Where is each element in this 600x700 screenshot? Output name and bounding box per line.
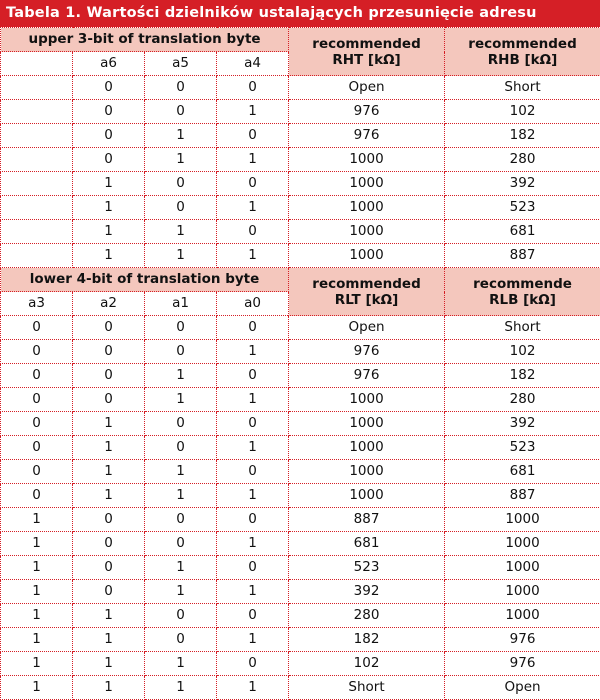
col-header-a0: a0 [217,292,289,316]
empty-cell [1,196,73,220]
table-row [1,676,600,700]
rlb-value-cell: 182 [445,364,600,388]
bit-a6-cell: 0 [73,148,145,172]
rlt-value-cell: Open [289,316,445,340]
col-header-a3: a3 [1,292,73,316]
rlb-value-cell: Short [445,316,600,340]
bit-a5-cell: 1 [145,148,217,172]
rlb-value-cell: 976 [445,652,600,676]
rlb-value-cell: 887 [445,484,600,508]
table-row [1,196,600,220]
bit-a2-cell: 1 [73,652,145,676]
bit-a2-cell: 0 [73,532,145,556]
table-row [1,76,600,100]
col-header-a6: a6 [73,52,145,76]
empty-cell [1,52,73,76]
bit-a1-cell: 1 [145,676,217,700]
bit-a3-cell: 1 [1,508,73,532]
bit-a6-cell: 0 [73,124,145,148]
table-row [1,652,600,676]
bit-a0-cell: 1 [217,436,289,460]
table-row [1,604,600,628]
bit-a3-cell: 0 [1,484,73,508]
table-row [1,484,600,508]
bit-a5-cell: 0 [145,100,217,124]
rht-header-line2: RHT [kΩ] [289,52,444,68]
table-row [1,436,600,460]
rhb-value-cell: 102 [445,100,600,124]
bit-a2-cell: 1 [73,484,145,508]
empty-cell [1,172,73,196]
table-row [1,244,600,268]
rhb-header-line2: RHB [kΩ] [445,52,600,68]
rlt-header-line2: RLT [kΩ] [289,292,444,308]
rht-value-cell: 1000 [289,220,445,244]
table-row [1,172,600,196]
rlt-value-cell: 976 [289,340,445,364]
rhb-value-cell: 392 [445,172,600,196]
table-row [1,412,600,436]
bit-a5-cell: 0 [145,196,217,220]
bit-a3-cell: 0 [1,364,73,388]
bit-a1-cell: 0 [145,412,217,436]
bit-a1-cell: 0 [145,628,217,652]
bit-a4-cell: 0 [217,124,289,148]
rlt-value-cell: 681 [289,532,445,556]
bit-a1-cell: 0 [145,316,217,340]
bit-a0-cell: 1 [217,628,289,652]
empty-cell [1,76,73,100]
bit-a1-cell: 0 [145,340,217,364]
bit-a2-cell: 1 [73,676,145,700]
rlt-value-cell: 523 [289,556,445,580]
table-row [1,532,600,556]
bit-a0-cell: 1 [217,532,289,556]
rlt-value-cell: 1000 [289,460,445,484]
rht-value-cell: 976 [289,100,445,124]
table-row [1,556,600,580]
bit-a2-cell: 0 [73,388,145,412]
bit-a1-cell: 1 [145,388,217,412]
table-row [1,628,600,652]
col-header-a2: a2 [73,292,145,316]
bit-a6-cell: 1 [73,244,145,268]
bit-a3-cell: 0 [1,340,73,364]
bit-a4-cell: 1 [217,100,289,124]
rlt-value-cell: 887 [289,508,445,532]
rlt-value-cell: 1000 [289,412,445,436]
rlt-value-cell: 392 [289,580,445,604]
bit-a5-cell: 0 [145,172,217,196]
bit-a1-cell: 1 [145,556,217,580]
table-row [1,388,600,412]
rlb-value-cell: 523 [445,436,600,460]
empty-cell [1,124,73,148]
rht-value-cell: 1000 [289,244,445,268]
bit-a0-cell: 0 [217,556,289,580]
bit-a6-cell: 1 [73,196,145,220]
bit-a0-cell: 1 [217,388,289,412]
bit-a5-cell: 0 [145,76,217,100]
bit-a2-cell: 0 [73,316,145,340]
rlt-value-cell: 182 [289,628,445,652]
rht-value-cell: 1000 [289,148,445,172]
bit-a2-cell: 1 [73,628,145,652]
bit-a6-cell: 1 [73,172,145,196]
bit-a3-cell: 1 [1,652,73,676]
rhb-value-cell: Short [445,76,600,100]
bit-a0-cell: 0 [217,364,289,388]
table-row [1,508,600,532]
bit-a0-cell: 0 [217,604,289,628]
table-row [1,100,600,124]
rlt-value-cell: 280 [289,604,445,628]
rht-value-cell: 976 [289,124,445,148]
rlb-value-cell: 976 [445,628,600,652]
bit-a2-cell: 0 [73,580,145,604]
empty-cell [1,100,73,124]
rhb-value-cell: 523 [445,196,600,220]
bit-a0-cell: 1 [217,340,289,364]
bit-a1-cell: 0 [145,604,217,628]
bit-a3-cell: 1 [1,532,73,556]
rht-value-cell: 1000 [289,172,445,196]
rhb-value-cell: 681 [445,220,600,244]
rlb-value-cell: 392 [445,412,600,436]
bit-a3-cell: 0 [1,436,73,460]
rht-value-cell: Open [289,76,445,100]
upper-group-label: upper 3-bit of translation byte [1,28,289,52]
rlb-value-cell: 1000 [445,556,600,580]
bit-a4-cell: 1 [217,148,289,172]
rht-header [289,28,445,76]
bit-a2-cell: 0 [73,340,145,364]
bit-a3-cell: 0 [1,316,73,340]
bit-a2-cell: 1 [73,460,145,484]
rlb-header-line1: recommende [445,276,600,292]
rlt-value-cell: 976 [289,364,445,388]
empty-cell [1,148,73,172]
bit-a1-cell: 0 [145,508,217,532]
rlb-value-cell: 1000 [445,508,600,532]
col-header-a5: a5 [145,52,217,76]
empty-cell [1,220,73,244]
rlt-value-cell: 102 [289,652,445,676]
bit-a2-cell: 1 [73,436,145,460]
rhb-value-cell: 182 [445,124,600,148]
bit-a1-cell: 1 [145,460,217,484]
lower-header-row [1,268,600,292]
rlb-value-cell: 280 [445,388,600,412]
rlb-value-cell: 1000 [445,532,600,556]
address-divider-table [0,27,600,700]
rlt-value-cell: Short [289,676,445,700]
bit-a3-cell: 1 [1,556,73,580]
bit-a3-cell: 1 [1,676,73,700]
upper-section [1,28,600,268]
rlt-value-cell: 1000 [289,484,445,508]
bit-a3-cell: 1 [1,628,73,652]
table-row [1,220,600,244]
bit-a3-cell: 0 [1,388,73,412]
rlb-header [445,268,600,316]
table-row [1,580,600,604]
bit-a0-cell: 1 [217,676,289,700]
rlb-value-cell: Open [445,676,600,700]
rlt-header-line1: recommended [289,276,444,292]
bit-a2-cell: 0 [73,556,145,580]
bit-a0-cell: 0 [217,412,289,436]
rlt-value-cell: 1000 [289,436,445,460]
bit-a4-cell: 0 [217,76,289,100]
rht-value-cell: 1000 [289,196,445,220]
bit-a0-cell: 0 [217,508,289,532]
bit-a0-cell: 1 [217,484,289,508]
upper-header-row [1,28,600,52]
rht-header-line1: recommended [289,36,444,52]
bit-a4-cell: 1 [217,244,289,268]
rlb-value-cell: 102 [445,340,600,364]
bit-a3-cell: 0 [1,460,73,484]
bit-a3-cell: 1 [1,604,73,628]
rlb-value-cell: 1000 [445,580,600,604]
bit-a3-cell: 1 [1,580,73,604]
table-row [1,340,600,364]
empty-cell [1,244,73,268]
bit-a0-cell: 0 [217,652,289,676]
bit-a2-cell: 0 [73,508,145,532]
table-title: Tabela 1. Wartości dzielników ustalających przesunięcie adresu [0,0,600,27]
bit-a5-cell: 1 [145,124,217,148]
bit-a4-cell: 0 [217,220,289,244]
bit-a4-cell: 0 [217,172,289,196]
col-header-a1: a1 [145,292,217,316]
table-row [1,316,600,340]
rlb-value-cell: 681 [445,460,600,484]
bit-a5-cell: 1 [145,220,217,244]
bit-a6-cell: 0 [73,76,145,100]
table-row [1,364,600,388]
bit-a0-cell: 1 [217,580,289,604]
rlb-header-line2: RLB [kΩ] [445,292,600,308]
bit-a0-cell: 0 [217,316,289,340]
rhb-value-cell: 280 [445,148,600,172]
bit-a1-cell: 1 [145,484,217,508]
rlb-value-cell: 1000 [445,604,600,628]
bit-a1-cell: 0 [145,532,217,556]
rlt-value-cell: 1000 [289,388,445,412]
rhb-header-line1: recommended [445,36,600,52]
bit-a1-cell: 1 [145,580,217,604]
table-row [1,148,600,172]
lower-section [1,268,600,700]
rhb-header [445,28,600,76]
bit-a6-cell: 1 [73,220,145,244]
bit-a2-cell: 1 [73,412,145,436]
bit-a5-cell: 1 [145,244,217,268]
col-header-a4: a4 [217,52,289,76]
bit-a4-cell: 1 [217,196,289,220]
bit-a2-cell: 0 [73,364,145,388]
bit-a0-cell: 0 [217,460,289,484]
bit-a6-cell: 0 [73,100,145,124]
bit-a1-cell: 1 [145,652,217,676]
lower-group-label: lower 4-bit of translation byte [1,268,289,292]
bit-a1-cell: 0 [145,436,217,460]
bit-a1-cell: 1 [145,364,217,388]
bit-a2-cell: 1 [73,604,145,628]
table-row [1,460,600,484]
table-row [1,124,600,148]
rhb-value-cell: 887 [445,244,600,268]
bit-a3-cell: 0 [1,412,73,436]
rlt-header [289,268,445,316]
